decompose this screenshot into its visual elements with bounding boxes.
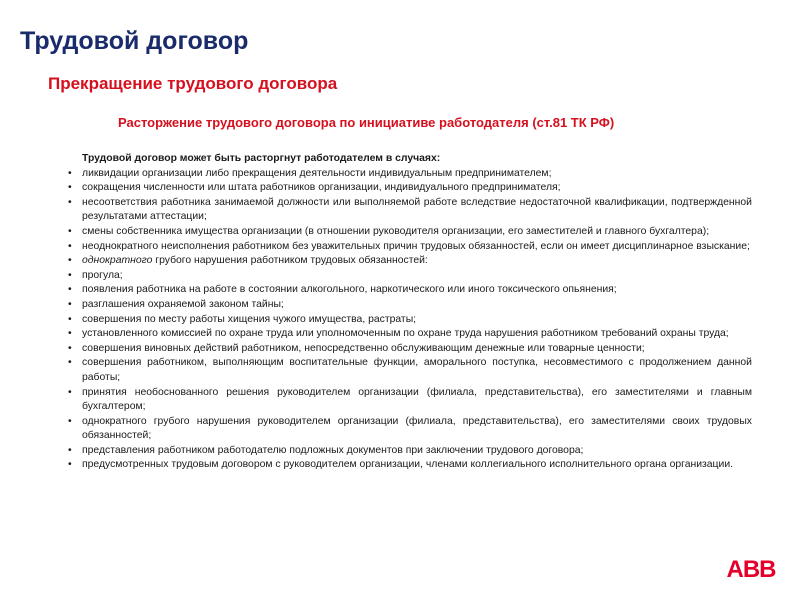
list-item-text: принятия необоснованного решения руководителем организации (филиала, представительства), его заместителями и главным бухгалтером; [82, 386, 752, 413]
list-item-text: грубого нарушения работником трудовых обязанностей: [152, 255, 428, 267]
bullet-icon: • [68, 415, 72, 427]
list-item-text: смены собственника имущества организации (в отношении руководителя организации, его заместителей и главного бухгалтера); [82, 225, 710, 237]
list-item [66, 356, 752, 385]
list-item [66, 225, 752, 240]
bullet-icon: • [68, 269, 72, 281]
bullet-icon: • [68, 182, 72, 194]
list-item [66, 386, 752, 415]
bullet-icon: • [68, 357, 72, 369]
page-subtitle: Прекращение трудового договора [48, 74, 338, 93]
abb-logo [722, 556, 780, 580]
svg-text:ABB: ABB [726, 556, 776, 580]
list-item-text: совершения работником, выполняющим воспитательные функции, аморального поступка, несовместимого с продолжением данной работы; [82, 357, 752, 383]
list-item-text: разглашения охраняемой законом тайны; [82, 298, 284, 310]
intro-text: Трудовой договор может быть расторгнут работодателем в случаях: [82, 153, 441, 164]
list-item-text: представления работником работодателю подложных документов при заключении трудового договора; [82, 444, 584, 456]
page-title: Трудовой договор [20, 27, 249, 55]
bullet-icon: • [68, 444, 72, 456]
bullet-icon: • [68, 255, 72, 267]
bullet-icon: • [68, 167, 72, 179]
emphasis-text: однократного [82, 255, 153, 267]
list-item-text: сокращения численности или штата работников организации, индивидуального предпринимателя; [82, 182, 561, 194]
list-item-text: появления работника на работе в состоянии алкогольного, наркотического или иного токсического опьянения; [82, 284, 617, 296]
list-item [66, 196, 752, 225]
content-body [66, 152, 752, 473]
section-heading: Расторжение трудового договора по инициативе работодателя (ст.81 ТК РФ) [118, 115, 615, 130]
list-item [66, 342, 752, 357]
termination-cases-list [66, 167, 752, 473]
list-item-text: однократного грубого нарушения руководителем организации (филиала, представительства), его заместителями своих трудовых обязанностей; [82, 415, 752, 442]
list-item [66, 181, 752, 196]
list-item [66, 269, 752, 284]
bullet-icon: • [68, 284, 72, 296]
list-item [66, 240, 752, 255]
bullet-icon: • [68, 240, 72, 252]
list-item [66, 415, 752, 444]
list-item-text: совершения по месту работы хищения чужого имущества, растраты; [82, 313, 417, 325]
list-item-text: прогула; [82, 269, 123, 281]
bullet-icon: • [68, 196, 72, 208]
bullet-icon: • [68, 298, 72, 310]
list-item [66, 444, 752, 459]
bullet-icon: • [68, 459, 72, 471]
list-item-text: несоответствия работника занимаемой должности или выполняемой работе вследствие недостаточной квалификации, подтвержденной результатами аттестации; [82, 196, 752, 223]
list-item [66, 254, 752, 269]
list-item [66, 298, 752, 313]
list-item-text: установленного комиссией по охране труда или уполномоченным по охране труда нарушения работником требований охраны труда; [82, 328, 729, 340]
list-item [66, 167, 752, 182]
bullet-icon: • [68, 313, 72, 325]
bullet-icon: • [68, 342, 72, 354]
list-item-text: ликвидации организации либо прекращения деятельности индивидуальным предпринимателем; [82, 167, 552, 179]
bullet-icon: • [68, 328, 72, 340]
list-item [66, 313, 752, 328]
list-item [66, 327, 752, 342]
list-item [66, 283, 752, 298]
bullet-icon: • [68, 225, 72, 237]
list-item [66, 458, 752, 473]
bullet-icon: • [68, 386, 72, 398]
list-item-text: совершения виновных действий работником, непосредственно обслуживающим денежные или товарные ценности; [82, 342, 645, 354]
list-item-text: предусмотренных трудовым договором с руководителем организации, членами коллегиального исполнительного органа организации. [82, 459, 734, 471]
list-item-text: неоднократного неисполнения работником без уважительных причин трудовых обязанностей, если он имеет дисциплинарное взыскание; [82, 240, 750, 252]
